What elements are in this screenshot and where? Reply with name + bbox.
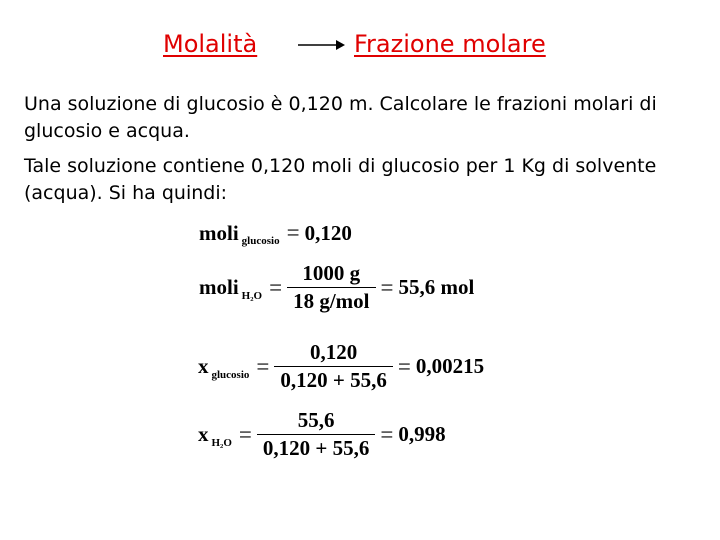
eq2-equals: = <box>269 274 283 300</box>
eq1-subscript: glucosio <box>241 235 280 247</box>
eq2-equals-2: = <box>380 274 394 300</box>
equation-moli-glucosio <box>199 220 352 246</box>
eq2-result: 55,6 mol <box>398 275 475 299</box>
eq3-equals: = <box>256 353 270 379</box>
eq1-equals: = <box>286 220 300 245</box>
eq4-equals-2: = <box>380 421 394 447</box>
eq3-numerator: 0,120 <box>310 340 358 364</box>
eq3-subscript: glucosio <box>211 368 250 381</box>
title-frazione-molare: Frazione molare <box>354 30 546 58</box>
eq2-denominator: 18 g/mol <box>287 287 375 314</box>
eq4-equals: = <box>238 421 252 447</box>
eq4-lhs: x <box>198 422 209 446</box>
equation-moli-acqua <box>199 261 474 314</box>
title-molalita: Molalità <box>163 30 258 58</box>
eq4-subscript: H₂O <box>211 436 232 449</box>
eq4-fraction <box>257 408 375 461</box>
eq3-equals-2: = <box>397 353 411 379</box>
solution-intro: Tale soluzione contiene 0,120 moli di glucosio per 1 Kg di solvente (acqua). Si ha quindi: <box>24 155 657 204</box>
eq1-lhs: moli <box>199 220 239 245</box>
problem-statement: Una soluzione di glucosio è 0,120 m. Calcolare le frazioni molari di glucosio e acqua. <box>24 93 657 142</box>
eq3-denominator: 0,120 + 55,6 <box>274 366 392 393</box>
eq4-result: 0,998 <box>398 422 446 446</box>
eq2-fraction <box>287 261 375 314</box>
eq4-numerator: 55,6 <box>297 408 335 432</box>
eq3-lhs: x <box>198 354 209 378</box>
eq2-subscript: H₂O <box>241 289 263 302</box>
eq1-result: 0,120 <box>304 220 352 245</box>
equation-x-glucosio <box>198 340 484 393</box>
eq3-result: 0,00215 <box>415 354 485 378</box>
eq2-numerator: 1000 g <box>302 261 361 285</box>
equation-x-acqua <box>198 408 446 461</box>
eq4-denominator: 0,120 + 55,6 <box>257 434 375 461</box>
right-arrow-icon <box>298 38 346 52</box>
eq2-lhs: moli <box>199 275 239 299</box>
eq3-fraction <box>274 340 392 393</box>
